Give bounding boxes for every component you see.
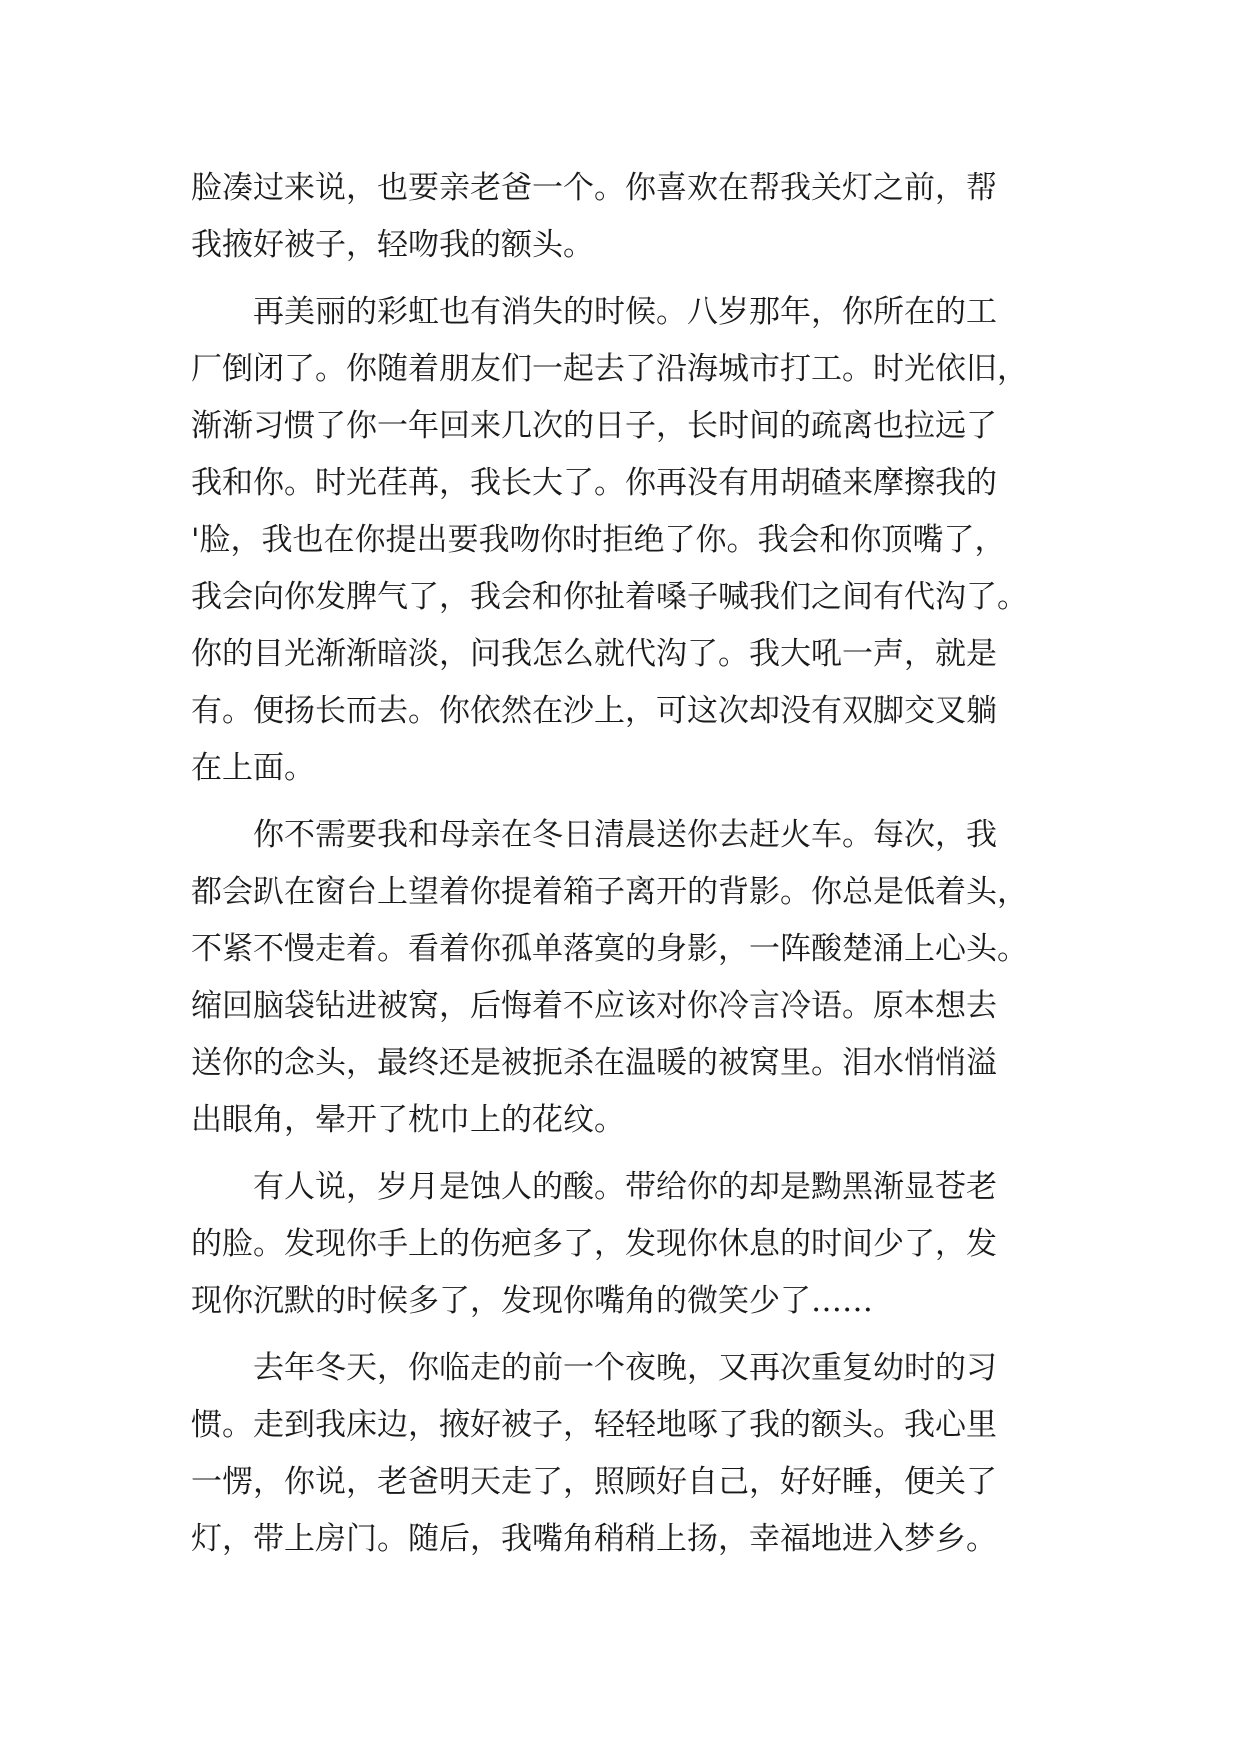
text-line: 厂倒闭了。你随着朋友们一起去了沿海城市打工。时光依旧， bbox=[191, 351, 1028, 387]
text-line: 送你的念头，最终还是被扼杀在温暖的被窝里。泪水悄悄溢 bbox=[191, 1045, 997, 1081]
text-line: 你的目光渐渐暗淡，问我怎么就代沟了。我大吼一声，就是 bbox=[191, 636, 997, 672]
text-line: 去年冬天，你临走的前一个夜晚，又再次重复幼时的习 bbox=[191, 1350, 997, 1386]
text-line: 出眼角，晕开了枕巾上的花纹。 bbox=[191, 1102, 625, 1138]
text-line: 在上面。 bbox=[191, 750, 315, 786]
text-line: 有人说，岁月是蚀人的酸。带给你的却是黝黑渐显苍老 bbox=[191, 1169, 997, 1205]
text-line: 有。便扬长而去。你依然在沙上，可这次却没有双脚交叉躺 bbox=[191, 693, 997, 729]
text-line: 脸凑过来说，也要亲老爸一个。你喜欢在帮我关灯之前，帮 bbox=[191, 170, 997, 206]
text-line: 惯。走到我床边，掖好被子，轻轻地啄了我的额头。我心里 bbox=[191, 1407, 997, 1443]
paragraph-4 bbox=[191, 1159, 1071, 1330]
text-line: 缩回脑袋钻进被窝，后悔着不应该对你冷言冷语。原本想去 bbox=[191, 988, 997, 1024]
text-line: 不紧不慢走着。看着你孤单落寞的身影，一阵酸楚涌上心头。 bbox=[191, 931, 1028, 967]
paragraph-1 bbox=[191, 160, 1071, 274]
text-line: 渐渐习惯了你一年回来几次的日子，长时间的疏离也拉远了 bbox=[191, 408, 997, 444]
text-line: 现你沉默的时候多了，发现你嘴角的微笑少了…… bbox=[191, 1283, 873, 1319]
text-line: 再美丽的彩虹也有消失的时候。八岁那年，你所在的工 bbox=[191, 294, 997, 330]
text-line: 灯，带上房门。随后，我嘴角稍稍上扬，幸福地进入梦乡。 bbox=[191, 1521, 997, 1557]
text-line: 都会趴在窗台上望着你提着箱子离开的背影。你总是低着头， bbox=[191, 874, 1028, 910]
paragraph-3 bbox=[191, 807, 1071, 1149]
document-body bbox=[191, 160, 1071, 1568]
text-line: 我掖好被子，轻吻我的额头。 bbox=[191, 227, 594, 263]
text-line: 一愣，你说，老爸明天走了，照顾好自己，好好睡，便关了 bbox=[191, 1464, 997, 1500]
paragraph-5 bbox=[191, 1340, 1071, 1568]
paragraph-2 bbox=[191, 284, 1071, 797]
text-line: 你不需要我和母亲在冬日清晨送你去赶火车。每次，我 bbox=[191, 817, 997, 853]
text-line: 我会向你发脾气了，我会和你扯着嗓子喊我们之间有代沟了。 bbox=[191, 579, 1028, 615]
text-line: 我和你。时光荏苒，我长大了。你再没有用胡碴来摩擦我的 bbox=[191, 465, 997, 501]
text-line: 的脸。发现你手上的伤疤多了，发现你休息的时间少了，发 bbox=[191, 1226, 997, 1262]
text-line: '脸，我也在你提出要我吻你时拒绝了你。我会和你顶嘴了， bbox=[191, 522, 1006, 558]
